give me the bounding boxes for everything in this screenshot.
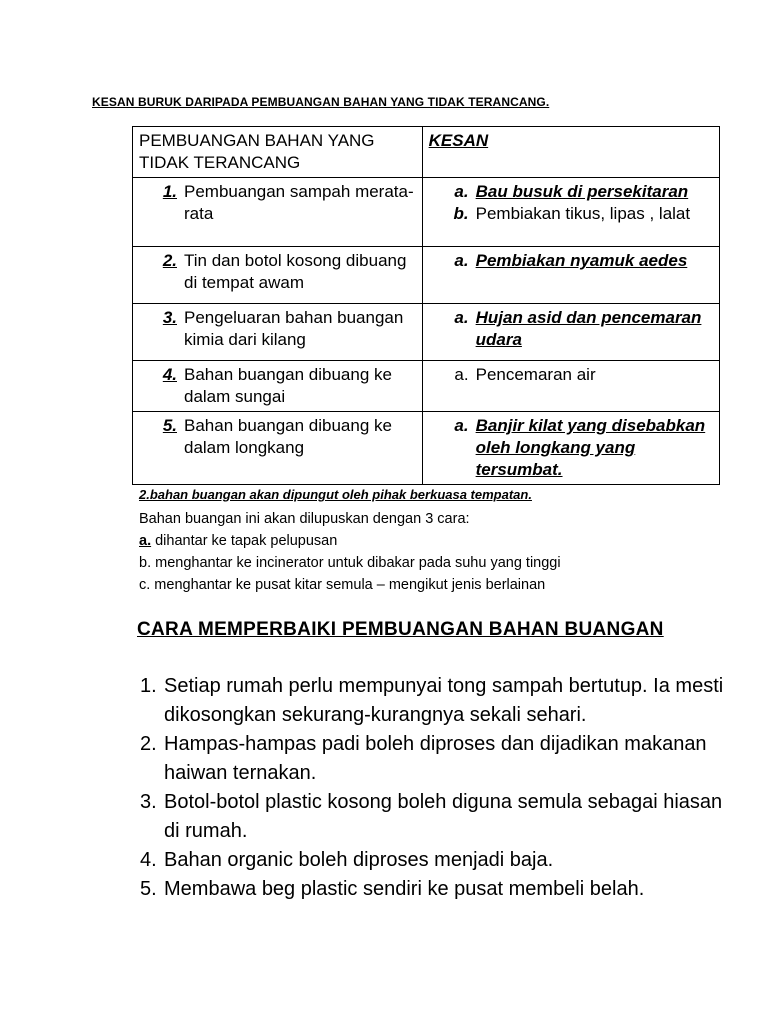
table-row — [133, 178, 720, 247]
effect-letter: a. — [454, 416, 469, 435]
list-item — [140, 846, 740, 875]
cause-text: Pembuangan sampah merata-rata — [184, 182, 414, 223]
item-number: 3. — [140, 791, 157, 813]
cause-text: Pengeluaran bahan buangan kimia dari kilang — [184, 308, 404, 349]
row-number: 1. — [162, 182, 177, 201]
effect-item — [429, 181, 713, 203]
cause-item — [139, 415, 416, 459]
list-item — [140, 875, 740, 904]
method-label: a. — [139, 533, 152, 549]
method-label: c. — [139, 577, 151, 593]
item-number: 2. — [140, 733, 157, 755]
header-cause: PEMBUANGAN BAHAN YANG TIDAK TERANCANG — [133, 127, 423, 178]
improvement-heading: CARA MEMPERBAIKI PEMBUANGAN BAHAN BUANGAN — [137, 619, 664, 640]
method-text: dihantar ke tapak pelupusan — [151, 533, 338, 549]
table-row — [133, 304, 720, 361]
header-effect: KESAN — [428, 131, 489, 150]
effect-item — [429, 415, 713, 481]
item-text: Bahan organic boleh diproses menjadi baja. — [164, 849, 554, 871]
method-label: b. — [139, 555, 152, 571]
list-item — [140, 788, 740, 846]
effect-letter: a. — [454, 308, 469, 327]
cause-item — [139, 181, 416, 225]
list-item — [140, 730, 740, 788]
method-text: menghantar ke pusat kitar semula – mengikut jenis berlainan — [150, 577, 546, 593]
row-number: 5. — [162, 416, 177, 435]
item-text: Membawa beg plastic sendiri ke pusat membeli belah. — [164, 878, 645, 900]
effect-text: Pembiakan nyamuk aedes — [475, 251, 688, 270]
effect-text: Banjir kilat yang disebabkan oleh longkang yang tersumbat. — [475, 416, 706, 479]
table-row — [133, 412, 720, 485]
disposal-methods — [139, 508, 561, 596]
item-text: Setiap rumah perlu mempunyai tong sampah bertutup. Ia mesti dikosongkan sekurang-kurangnya sekali sehari. — [164, 675, 724, 726]
table-row — [133, 361, 720, 412]
disposal-heading: 2.bahan buangan akan dipungut oleh pihak berkuasa tempatan. — [139, 487, 532, 502]
cause-text: Bahan buangan dibuang ke dalam longkang — [184, 416, 392, 457]
item-number: 5. — [140, 878, 157, 900]
row-number: 4. — [162, 365, 177, 384]
cause-text: Bahan buangan dibuang ke dalam sungai — [184, 365, 392, 406]
effects-table — [132, 126, 720, 485]
list-item — [140, 672, 740, 730]
row-number: 2. — [162, 251, 177, 270]
cause-text: Tin dan botol kosong dibuang di tempat awam — [184, 251, 407, 292]
effect-item — [429, 250, 713, 272]
method-text: menghantar ke incinerator untuk dibakar pada suhu yang tinggi — [151, 555, 561, 571]
item-number: 4. — [140, 849, 157, 871]
disposal-method-item — [139, 574, 561, 596]
effect-item — [429, 307, 713, 351]
improvement-list — [140, 672, 740, 904]
effect-text: Hujan asid dan pencemaran udara — [475, 308, 702, 349]
disposal-method-item — [139, 530, 561, 552]
table-row — [133, 247, 720, 304]
effect-letter: a. — [454, 251, 469, 270]
effect-item — [429, 203, 713, 225]
effect-text: Pembiakan tikus, lipas , lalat — [475, 204, 691, 223]
cause-item — [139, 250, 416, 294]
document-title: KESAN BURUK DARIPADA PEMBUANGAN BAHAN YANG TIDAK TERANCANG. — [92, 95, 550, 109]
item-text: Botol-botol plastic kosong boleh diguna semula sebagai hiasan di rumah. — [164, 791, 723, 842]
cause-item — [139, 307, 416, 351]
disposal-method-item — [139, 552, 561, 574]
item-number: 1. — [140, 675, 157, 697]
disposal-intro: Bahan buangan ini akan dilupuskan dengan 3 cara: — [139, 511, 470, 527]
effect-letter: b. — [453, 204, 469, 223]
row-number: 3. — [162, 308, 177, 327]
effect-text: Pencemaran air — [475, 365, 596, 384]
item-text: Hampas-hampas padi boleh diproses dan dijadikan makanan haiwan ternakan. — [164, 733, 707, 784]
effect-letter: a. — [454, 182, 469, 201]
effect-text: Bau busuk di persekitaran — [475, 182, 689, 201]
effect-item — [429, 364, 713, 386]
table-header-row — [133, 127, 720, 178]
effect-letter: a. — [454, 365, 469, 384]
cause-item — [139, 364, 416, 408]
